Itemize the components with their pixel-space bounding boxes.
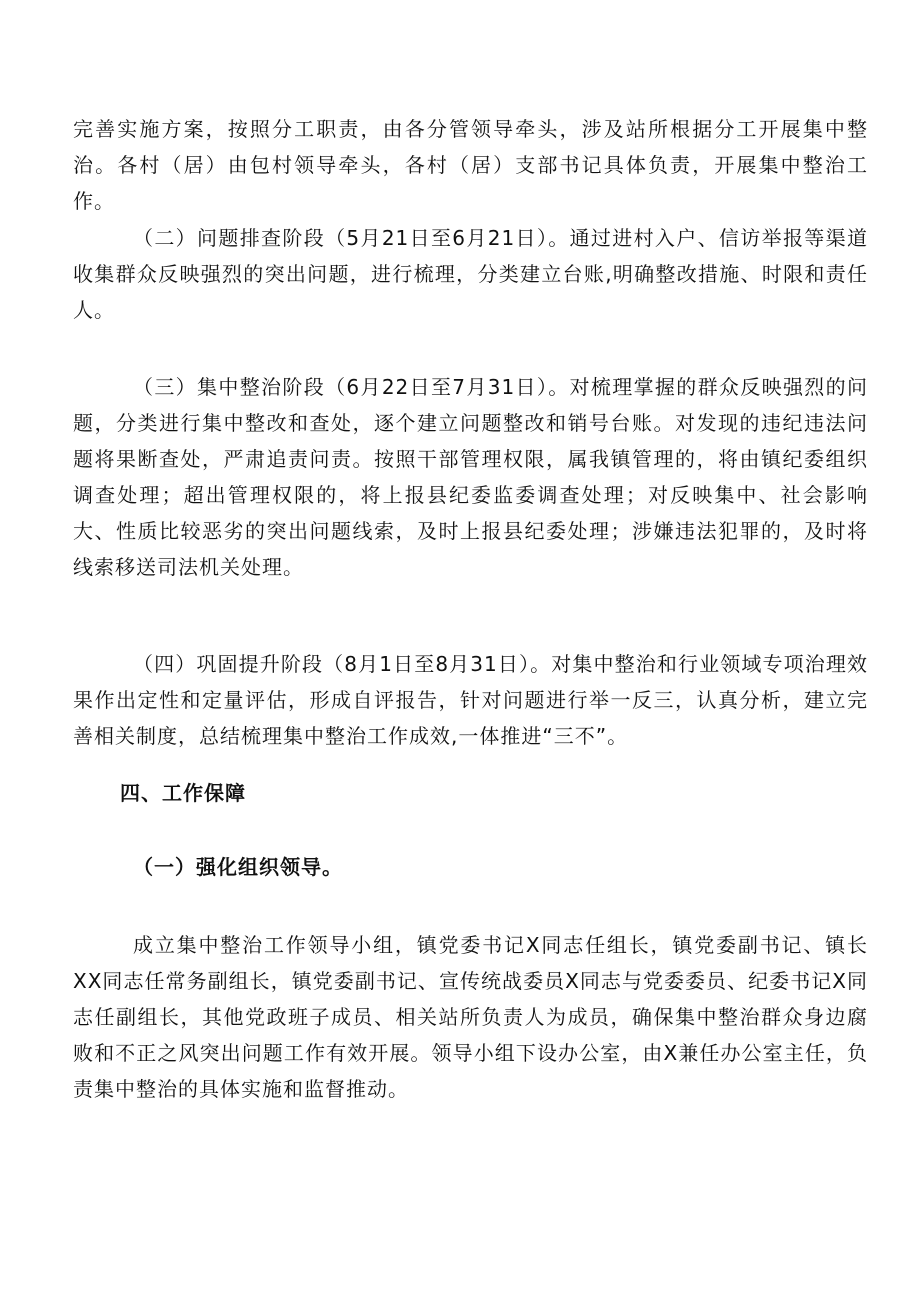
paragraph-leadership-group: 成立集中整治工作领导小组，镇党委书记X同志任组长，镇党委副书记、镇长XX同志任常务副组长，镇党委副书记、宣传统战委员X同志与党委委员、纪委书记X同志任副组长，其他党政班子成员、相关站所负责人为成员，确保集中整治群众身边腐败和不正之风突出问题工作有效开展。领导小组下设办公室，由X兼任办公室主任，负责集中整治的具体实施和监督推动。 [73,933,868,1101]
paragraph-concentrated-rectification-stage: （三）集中整治阶段（6月22日至7月31日）。对梳理掌握的群众反映强烈的问题，分类进行集中整改和查处，逐个建立问题整改和销号台账。对发现的违纪违法问题将果断查处，严肃追责问责。按照干部管理权限，属我镇管理的，将由镇纪委组织调查处理；超出管理权限的，将上报县纪委监委调查处理；对反映集中、社会影响大、性质比较恶劣的突出问题线索，及时上报县纪委处理；涉嫌违法犯罪的，及时将线索移送司法机关处理。 [73,375,868,579]
section-heading-work-guarantee: 四、工作保障 [120,781,246,805]
paragraph-implementation-plan: 完善实施方案，按照分工职责，由各分管领导牵头，涉及站所根据分工开展集中整治。各村（居）由包村领导牵头，各村（居）支部书记具体负责，开展集中整治工作。 [73,117,868,213]
paragraph-problem-investigation-stage: （二）问题排查阶段（5月21日至6月21日）。通过进村入户、信访举报等渠道收集群众反映强烈的突出问题，进行梳理，分类建立台账,明确整改措施、时限和责任人。 [73,226,868,322]
paragraph-consolidation-stage: （四）巩固提升阶段（8月1日至8月31日）。对集中整治和行业领域专项治理效果作出定性和定量评估，形成自评报告，针对问题进行举一反三，认真分析，建立完善相关制度，总结梳理集中整治工作成效,一体推进“三不”。 [73,652,868,748]
subsection-heading-organization-leadership: （一）强化组织领导。 [133,855,343,879]
